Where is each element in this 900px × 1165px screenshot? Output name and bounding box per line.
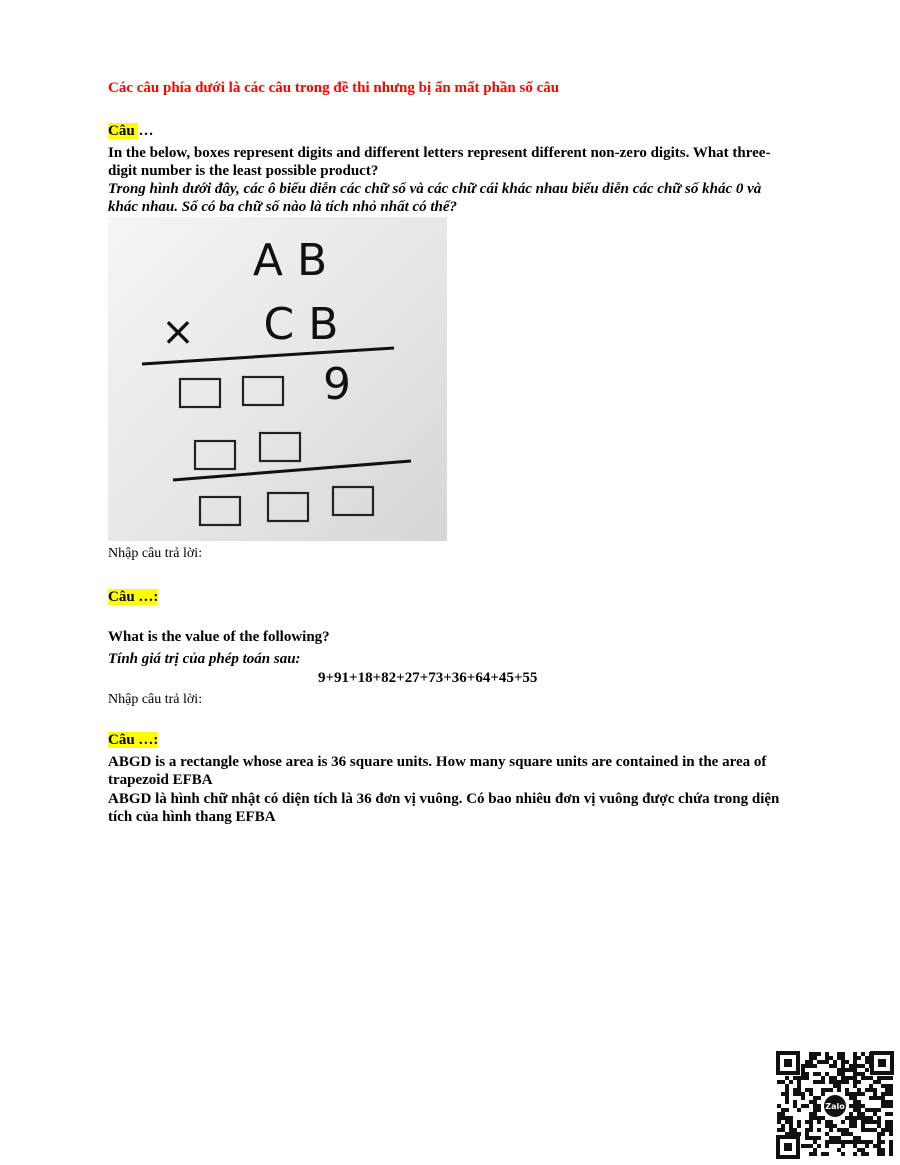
figure-row2: C B: [263, 299, 339, 350]
question-3-label: [108, 731, 158, 749]
figure-row1: A B: [252, 235, 328, 286]
qr-code-icon: [775, 1050, 895, 1160]
question-1-label-rest: …: [138, 123, 154, 139]
question-1-label: [108, 122, 153, 140]
question-1-label-highlight: Câu: [108, 123, 139, 139]
figure-digit-nine: 9: [323, 359, 351, 410]
question-3-label-highlight: Câu …:: [108, 732, 159, 748]
figure-box: [180, 379, 220, 407]
question-2-text-vi: Tính giá trị của phép toán sau:: [108, 651, 301, 667]
zalo-qr-code: [775, 1050, 895, 1160]
figure-box: [200, 497, 240, 525]
multiplication-puzzle-image: [108, 217, 447, 541]
figure-box: [268, 493, 308, 521]
question-1-text-vi: Trong hình dưới đây, các ô biểu diễn các chữ số và các chữ cái khác nhau biểu diễn các chữ số khác 0 và khác nhau. Số có ba chữ số nào là tích nhỏ nhất có thể?: [108, 181, 762, 215]
intro-note: Các câu phía dưới là các câu trong đề thi nhưng bị ẩn mất phần số câu: [108, 80, 560, 96]
figure-box: [260, 433, 300, 461]
question-1-text-en: In the below, boxes represent digits and different letters represent different non-zero digits. What three-digit number is the least possible product?: [108, 145, 771, 179]
question-2-expression: 9+91+18+82+27+73+36+64+45+55: [318, 670, 538, 686]
question-3-text-vi: ABGD là hình chữ nhật có diện tích là 36 đơn vị vuông. Có bao nhiêu đơn vị vuông được chứa trong diện tích của hình thang EFBA: [108, 791, 780, 825]
question-3-text-en: ABGD is a rectangle whose area is 36 square units. How many square units are contained in the area of trapezoid EFBA: [108, 754, 767, 788]
question-2-text-en: What is the value of the following?: [108, 629, 330, 645]
figure-box: [333, 487, 373, 515]
figure-rule-2: [173, 461, 411, 480]
figure-box: [195, 441, 235, 469]
question-2-label-highlight: Câu …:: [108, 589, 159, 605]
question-2-label: [108, 588, 158, 606]
question-1-answer-prompt: Nhập câu trả lời:: [108, 546, 203, 561]
multiplication-puzzle-figure: [108, 217, 447, 541]
figure-times-sign: ×: [161, 309, 195, 355]
question-2-answer-prompt: Nhập câu trả lời:: [108, 692, 203, 707]
figure-box: [243, 377, 283, 405]
qr-center-label: Zalo: [825, 1102, 845, 1111]
